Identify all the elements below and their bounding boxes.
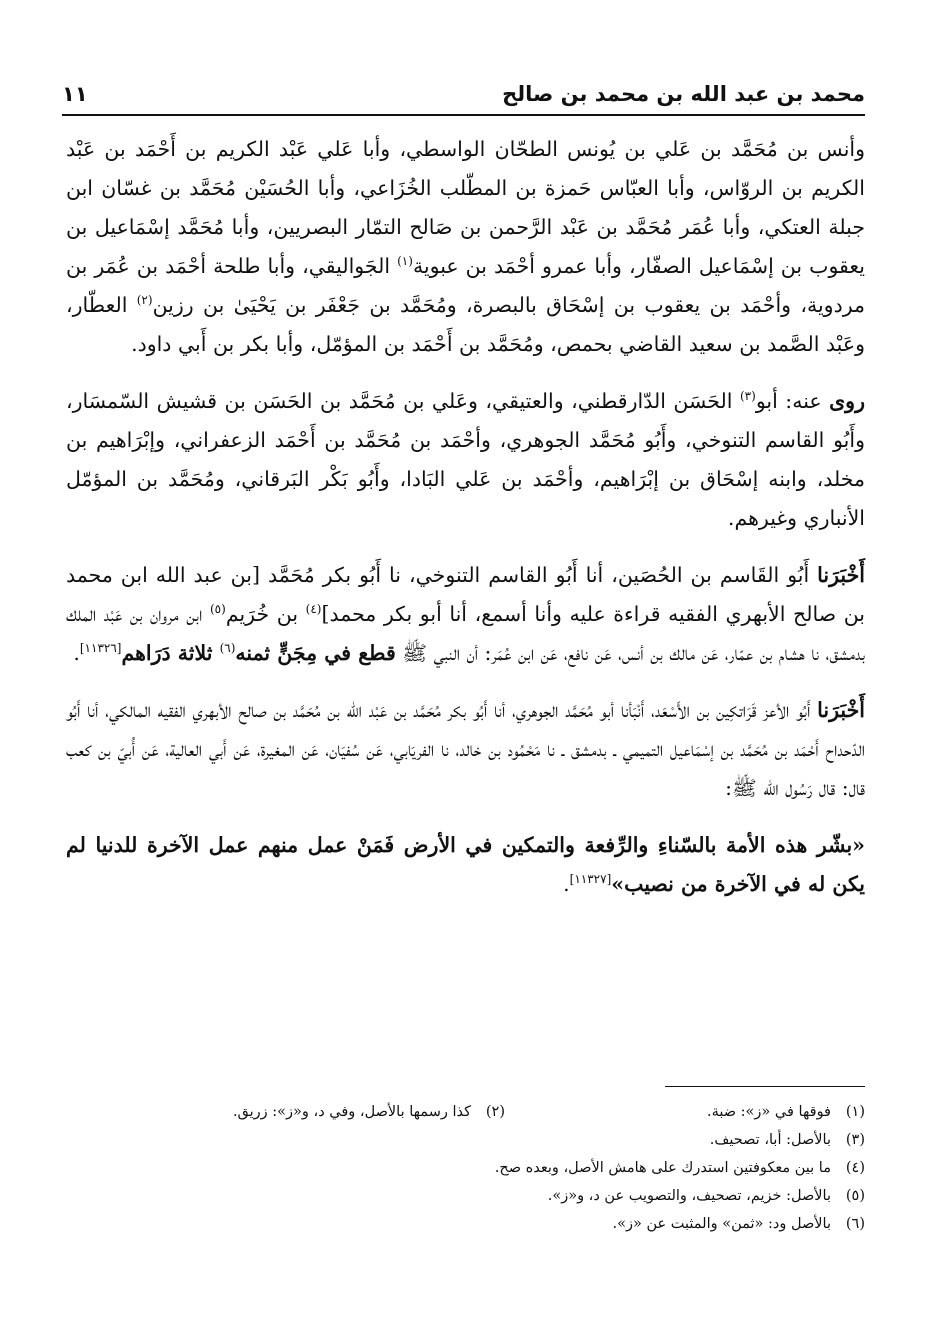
text-run: .	[73, 641, 80, 665]
page-header	[62, 62, 865, 116]
footnote-number: (٢)	[485, 1104, 505, 1120]
text-run: الجَواليقي، وأبا طلحة أحْمَد بن عُمَر بن مردوية، وأحْمَد بن يعقوب بن إسْحَاق بالبصرة، ومُحَمَّد بن جَعْفَر بن يَحْيَىٰ بن رزين	[66, 254, 865, 317]
text-run: العطّار، وعَبْد الصَّمد بن سعيد القاضي بحمص، ومُحَمَّد بن أَحْمَد بن المؤمّل، وأبا بكر بن أَبي داود.	[66, 293, 865, 356]
lead-word: روى	[829, 389, 865, 413]
footnote-ref: (٤)	[305, 602, 322, 617]
page-number: ١١	[62, 82, 88, 106]
footnotes	[100, 1098, 865, 1238]
footnote-text: بالأصل: أبا، تصحيف.	[709, 1132, 831, 1148]
hadith-text: ثلاثة دَرَاهم	[121, 641, 220, 665]
footnote-number: (٤)	[845, 1160, 865, 1176]
text-run: وأنس بن مُحَمَّد بن عَلي بن يُونس الطحّان الواسطي، وأبا عَلي عَبْد الكريم بن أَحْمَد بن عَبْد الكريم بن الروّاس، وأبا العبّاس حَمزة بن المطّلب الخُزَاعي، وأبا الحُسَيْن مُحَمَّد بن غسّان ابن جبلة العتكي، وأبا عُمَر مُحَمَّد بن عَبْد الرَّحمن بن صَالح التمّار البصريين، وأبا مُحَمَّد إسْمَاعيل بن يعقوب بن إسْمَاعيل الصفّار، وأبا عمرو أحْمَد بن عبوية	[66, 137, 866, 278]
footnote-number: (٥)	[845, 1188, 865, 1204]
footnote-text: فوقها في «ز»: ضبة.	[706, 1104, 831, 1120]
paragraph-teachers	[66, 130, 865, 364]
footnote-ref: (٦)	[219, 641, 236, 656]
footnote-ref: (١)	[397, 254, 413, 269]
text-run: .	[563, 872, 570, 896]
footnote-number: (٦)	[845, 1216, 865, 1232]
hadith-number: [١١٣٢٦]	[79, 641, 122, 656]
footnote-divider	[665, 1086, 865, 1087]
footnote	[100, 1182, 865, 1210]
hadith-text: «بشّر هذه الأمة بالسّناءِ والرِّفعة والتمكين في الأرض فَمَنْ عمل منهم عمل الآخرة للدنيا لم يكن له في الآخرة من نصيب»	[66, 833, 865, 896]
footnote-text: كذا رسمها بالأصل، وفي د، و«ز»: زريق.	[232, 1104, 471, 1120]
footnote-text: بالأصل ود: «ثمن» والمثبت عن «ز».	[612, 1216, 831, 1232]
footnote-text: ما بين معكوفتين استدرك على هامش الأصل، وبعده صح.	[494, 1160, 831, 1176]
footnote-ref: (٥)	[209, 602, 226, 617]
footnote-ref: (٣)	[739, 389, 756, 404]
paragraph-hadith-1	[66, 556, 865, 673]
text-run: أَبُو الأعز قَرَاتكِين بن الأَسْعَد، أَنْبَأنا أبو مُحَمَّد الجوهري، أنا أَبُو بكر مُحَمَّد بن عَبْد الله بن مُحَمَّد بن صالح الأبهري الفقيه المالكي، أنا أَبُو الدّحداح أَحْمَد بن مُحَمَّد بن إسْمَاعيل التميمي ـ بدمشق ـ نا مَحْمُود بن خالد، نا الفريَابي، عَن سُفيَان، عَن المغيرة، عَن أَبي العالية، عَن أُبيّ بن كعب قال: قال رَسُول الله ﷺ:	[66, 698, 865, 800]
footnote	[233, 1098, 505, 1126]
text-run: بن خُرَيم	[225, 602, 306, 626]
text-run: ابن مروان بن عَبْد الملك بدمشق، نا هشام بن عمّار، عَن مالك بن أنس، عَن نافع، عَن ابن عُمَر: أن النبي ﷺ	[66, 602, 865, 665]
footnote	[100, 1154, 865, 1182]
text-run: أَبُو القَاسم بن الحُصَين، أنا أَبُو القاسم التنوخي، نا أَبُو بكر مُحَمَّد [بن عبد الله ابن محمد بن صالح الأبهري الفقيه قراءة عليه وأنا أسمع، أنا أبو بكر محمد]	[66, 563, 866, 626]
paragraph-hadith-2	[66, 691, 865, 808]
running-title: محمد بن عبد الله بن محمد بن صالح	[502, 82, 865, 106]
footnote-ref: (٢)	[136, 293, 153, 308]
footnote-number: (٣)	[845, 1132, 865, 1148]
text-run: عنه: أبو	[755, 389, 830, 413]
text-run: الحَسَن الدّارقطني، والعتيقي، وعَلي بن مُحَمَّد بن الحَسَن بن قشيش السّمسَار، وأَبُو القاسم التنوخي، وأَبُو مُحَمَّد الجوهري، وأحْمَد بن مُحَمَّد بن أَحْمَد الزعفراني، وإبْرَاهيم بن مخلد، وابنه إسْحَاق بن إبْرَاهيم، وأحْمَد بن عَلي البَادا، وأَبُو بَكْر البَرقاني، ومُحَمَّد بن المؤمّل الأنباري وغيرهم.	[66, 389, 865, 530]
paragraph-students	[66, 382, 865, 538]
footnote	[505, 1098, 865, 1126]
footnote	[100, 1126, 865, 1154]
footnote-text: بالأصل: خزيم، تصحيف، والتصويب عن د، و«ز».	[547, 1188, 831, 1204]
hadith-text: قطع في مِجَنٍّ ثمنه	[235, 641, 396, 665]
main-text	[66, 130, 865, 922]
hadith-number: [١١٣٢٧]	[569, 872, 612, 887]
footnote-row	[100, 1098, 865, 1126]
lead-word: أَخْبَرَنا	[817, 698, 865, 722]
paragraph-hadith-2-text	[66, 826, 865, 904]
lead-word: أَخْبَرَنا	[817, 563, 865, 587]
footnote-number: (١)	[845, 1104, 865, 1120]
footnote	[100, 1210, 865, 1238]
